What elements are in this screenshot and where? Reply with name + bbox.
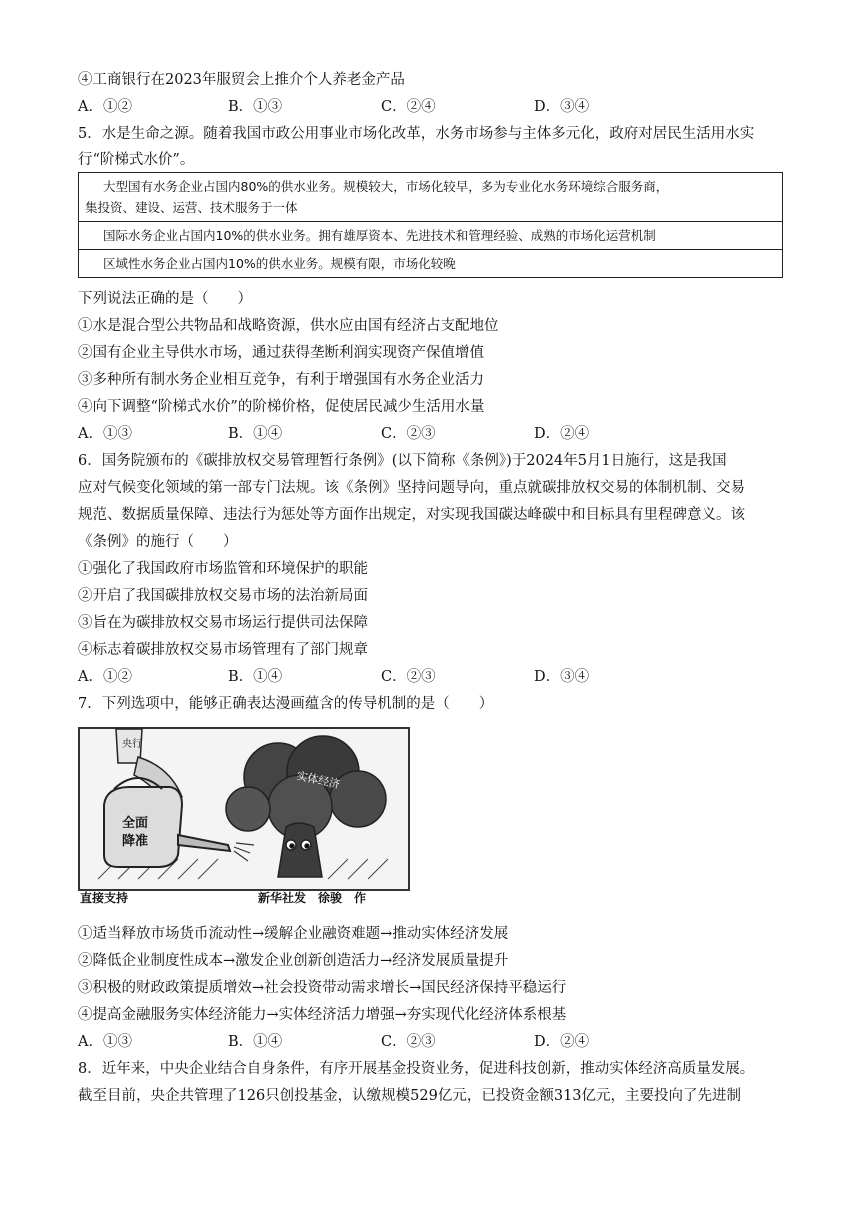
q4-option-b: B．①③ [228, 99, 283, 115]
q8-stem-line-1: 8．近年来，中央企业结合自身条件，有序开展基金投资业务，促进科技创新，推动实体经济高质量发展。 [78, 1061, 755, 1077]
q5-item-1: ①水是混合型公共物品和战略资源，供水应由国有经济占支配地位 [78, 318, 499, 334]
q5-question: 下列说法正确的是（ ） [78, 291, 252, 307]
q6-item-1: ①强化了我国政府市场监管和环境保护的职能 [78, 561, 368, 577]
q6-option-d: D．③④ [534, 669, 590, 685]
q7-item-2: ②降低企业制度性成本→激发企业创新创造活力→经济发展质量提升 [78, 953, 509, 969]
q4-option-d: D．③④ [534, 99, 590, 115]
table-text: 区域性水务企业占国内10%的供水业务。规模有限，市场化较晚 [103, 256, 456, 271]
q4-options [78, 97, 790, 117]
bottle-label: 央行 [122, 739, 142, 750]
q4-option-a: A．①② [78, 99, 132, 115]
q6-options [78, 667, 790, 687]
q6-stem-line-1: 6．国务院颁布的《碳排放权交易管理暂行条例》(以下简称《条例》)于2024年5月1日施行，这是我国 [78, 453, 727, 469]
q5-item-4: ④向下调整“阶梯式水价”的阶梯价格，促使居民减少生活用水量 [78, 399, 485, 415]
q4-item-4: ④工商银行在2023年服贸会上推介个人养老金产品 [78, 72, 405, 88]
table-row [79, 222, 783, 250]
table-cell [79, 222, 783, 250]
table-text: 国际水务企业占国内10%的供水业务。拥有雄厚资本、先进技术和管理经验、成熟的市场化运营机制 [103, 228, 656, 243]
table-cell [79, 250, 783, 278]
table-cell [79, 173, 783, 222]
q6-option-a: A．①② [78, 669, 132, 685]
q5-stem-line-2: 行“阶梯式水价”。 [78, 152, 195, 168]
tree-label: 实体经济 [295, 769, 342, 792]
q4-option-c: C．②④ [381, 99, 436, 115]
q7-item-4: ④提高金融服务实体经济能力→实体经济活力增强→夯实现代化经济体系根基 [78, 1007, 567, 1023]
table-text: 大型国有水务企业占国内80%的供水业务。规模较大，市场化较早，多为专业化水务环境综合服务商， [103, 179, 669, 194]
q7-option-d: D．②④ [534, 1034, 590, 1050]
table-text: 集投资、建设、运营、技术服务于一体 [85, 200, 298, 215]
q6-option-b: B．①④ [228, 669, 283, 685]
q7-options [78, 1032, 790, 1052]
q7-option-a: A．①③ [78, 1034, 132, 1050]
q7-stem: 7．下列选项中，能够正确表达漫画蕴含的传导机制的是（ ） [78, 696, 494, 712]
q5-option-a: A．①③ [78, 426, 132, 442]
q5-stem-line-1: 5．水是生命之源。随着我国市政公用事业市场化改革，水务市场参与主体多元化，政府对居民生活用水实 [78, 126, 755, 142]
q7-option-b: B．①④ [228, 1034, 283, 1050]
q6-stem-line-2: 应对气候变化领域的第一部专门法规。该《条例》坚持问题导向，重点就碳排放权交易的体制机制、交易 [78, 480, 745, 496]
cartoon-image [78, 727, 410, 905]
q6-item-4: ④标志着碳排放权交易市场管理有了部门规章 [78, 642, 368, 658]
q7-option-c: C．②③ [381, 1034, 436, 1050]
table-row [79, 250, 783, 278]
q5-option-b: B．①④ [228, 426, 283, 442]
q5-item-3: ③多种所有制水务企业相互竞争，有利于增强国有水务企业活力 [78, 372, 484, 388]
q6-stem-line-4: 《条例》的施行（ ） [78, 534, 238, 550]
q7-item-3: ③积极的财政政策提质增效→社会投资带动需求增长→国民经济保持平稳运行 [78, 980, 567, 996]
caption-left: 直接支持 [80, 891, 129, 905]
q8-stem-line-2: 截至目前，央企共管理了126只创投基金，认缴规模529亿元，已投资金额313亿元，主要投向了先进制 [78, 1088, 742, 1104]
q5-options [78, 424, 790, 444]
can-label-2: 降准 [122, 834, 149, 849]
caption-right: 新华社发 徐骏 作 [258, 891, 367, 905]
q5-item-2: ②国有企业主导供水市场，通过获得垄断利润实现资产保值增值 [78, 345, 484, 361]
q6-stem-line-3: 规范、数据质量保障、违法行为惩处等方面作出规定，对实现我国碳达峰碳中和目标具有里程碑意义。该 [78, 507, 745, 523]
q5-option-d: D．②④ [534, 426, 590, 442]
q6-item-3: ③旨在为碳排放权交易市场运行提供司法保障 [78, 615, 368, 631]
can-label-1: 全面 [122, 816, 149, 831]
q5-option-c: C．②③ [381, 426, 436, 442]
table-row [79, 173, 783, 222]
q7-item-1: ①适当释放市场货币流动性→缓解企业融资难题→推动实体经济发展 [78, 926, 509, 942]
q5-table [78, 172, 783, 278]
q6-item-2: ②开启了我国碳排放权交易市场的法治新局面 [78, 588, 368, 604]
q6-option-c: C．②③ [381, 669, 436, 685]
